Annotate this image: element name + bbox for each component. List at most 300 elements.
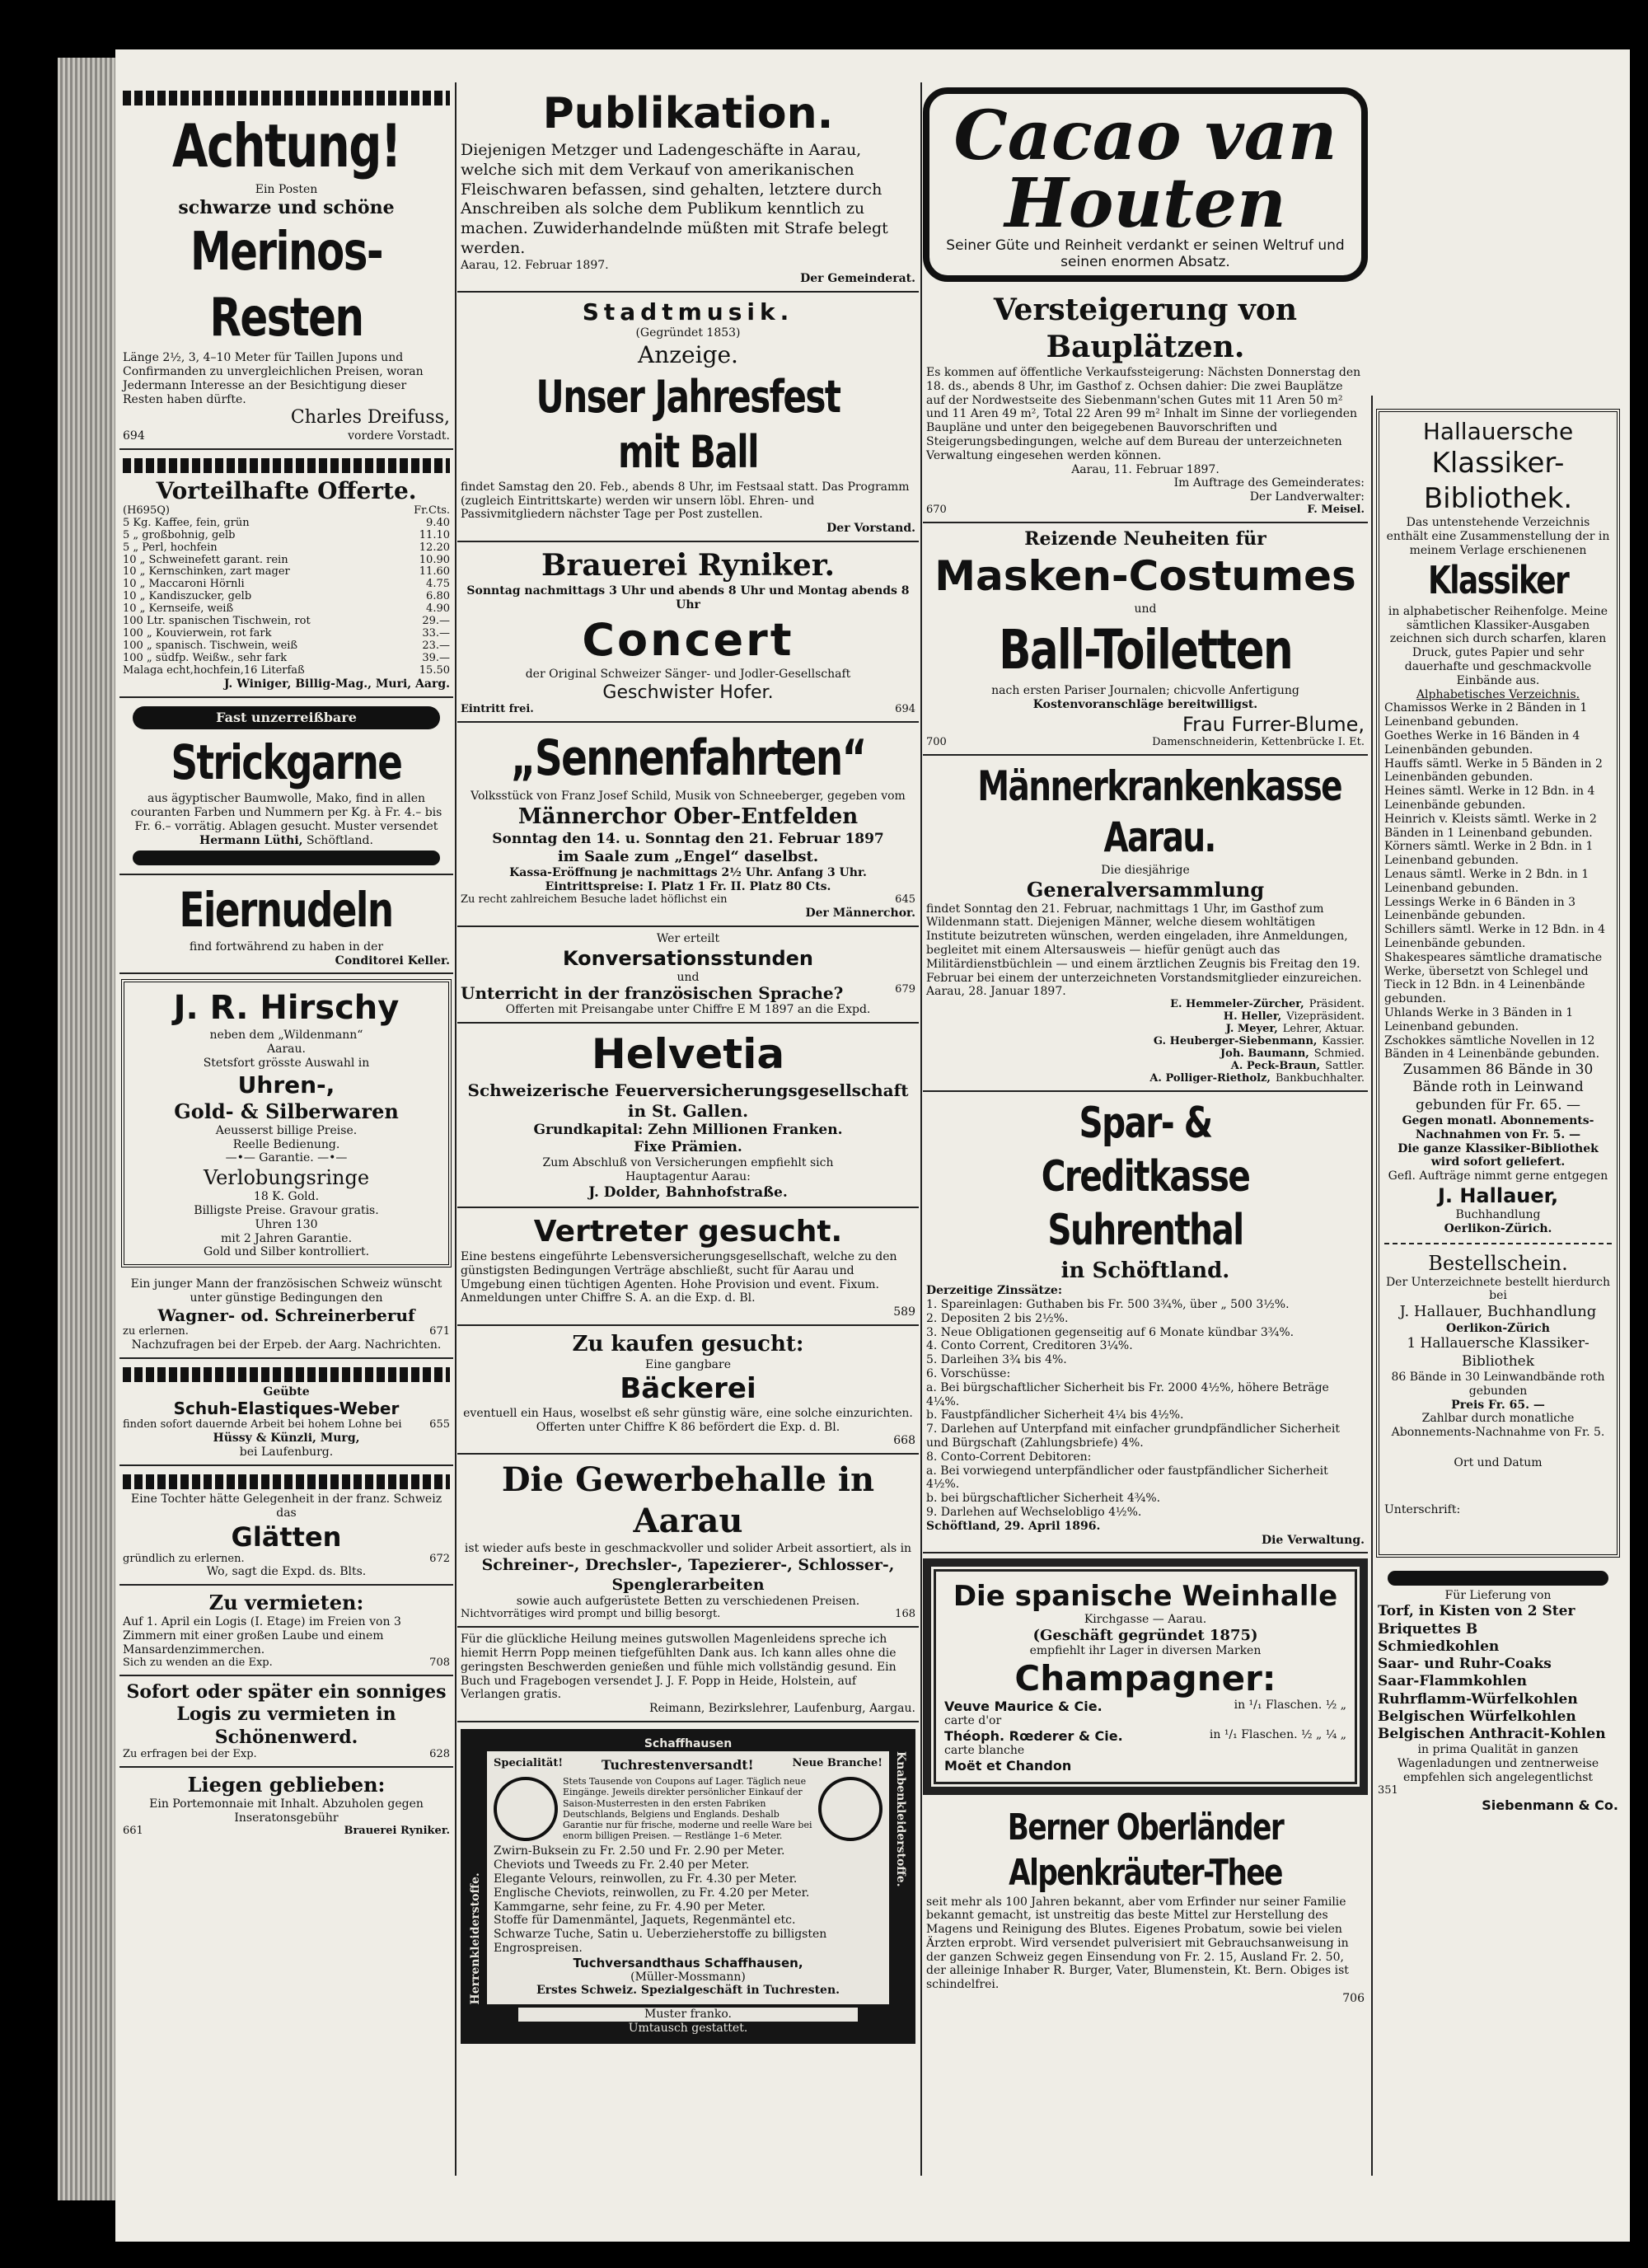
price-row: Elegante Velours, reinwollen, zu Fr. 4.30 per Meter. — [494, 1872, 798, 1886]
ad-number: 351 — [1378, 1783, 1398, 1797]
ad-line: im Saale zum „Engel“ daselbst. — [557, 847, 819, 865]
member-name: Joh. Baumann, — [1220, 1047, 1309, 1060]
fuel-row: Torf, in Kisten von 2 Ster — [1378, 1603, 1575, 1620]
ad-line: Erstes Schweiz. Spezialgeschäft in Tuchresten. — [536, 1984, 840, 1998]
ad-number: 661 — [123, 1824, 143, 1837]
ad-title: Publikation. — [542, 89, 834, 138]
rate-row: 5. Darleihen 3¾ bis 4%. — [926, 1353, 1067, 1367]
ad-line: in Schöftland. — [1060, 1258, 1230, 1283]
wine-row — [944, 1758, 1346, 1774]
ad-title: Liegen geblieben: — [187, 1773, 386, 1797]
price-row — [123, 542, 450, 555]
ad-number: 670 — [926, 503, 947, 516]
member-name: A. Polliger-Rietholz, — [1149, 1071, 1271, 1085]
ad-line: Volksstück von Franz Josef Schild, Musik von Schneeberger, gegeben vom — [471, 790, 906, 804]
ad-line: Uhren-, — [237, 1071, 335, 1099]
ad-brauerei — [457, 542, 919, 723]
member-row — [926, 1011, 1365, 1024]
price-row — [123, 566, 450, 579]
wine-sizes: in ¹/₁ Flaschen. ½ „ — [1234, 1698, 1346, 1712]
ad-text: Das untenstehende Verzeichnis enthält eine Zusammenstellung der in meinem Verlage erschienenen — [1386, 516, 1610, 557]
ad-line: Schaffhausen — [644, 1737, 733, 1750]
ad-inner — [487, 1751, 889, 2004]
ad-text: Stets Tausende von Coupons auf Lager. Täglich neue Eingänge. Jeweils direkter persönlicher Einkauf der Saison-Musterresten in den ersten Fabriken Deutschlands, Belgiens und Englands. Deshalb Garantie nur für frische, moderne und reelle Ware bei enorm billigen Preisen. — Restlänge 1–6 Meter. — [563, 1776, 812, 1842]
ad-signer: Der Vorstand. — [826, 522, 915, 536]
price-row — [123, 616, 450, 628]
price-item: 10 „ Kernseife, weiß — [123, 602, 234, 616]
book-row: Heinrich v. Kleists sämtl. Werke in 2 Bänden in 1 Leinenband gebunden. — [1384, 812, 1597, 840]
ad-line: Stetsfort grösste Auswahl in — [203, 1057, 370, 1071]
decorative-banner — [1388, 1571, 1608, 1586]
ad-hirschy — [121, 979, 452, 1268]
ad-weinhalle — [923, 1558, 1368, 1794]
ad-line: Kostenvoranschläge bereitwilligst. — [1032, 698, 1258, 711]
ad-signer: Die Verwaltung. — [1261, 1533, 1365, 1547]
decorative-stripe — [123, 91, 450, 105]
ad-headline: Concert — [582, 613, 794, 666]
ad-line: Billigste Preise. Gravour gratis. — [194, 1204, 379, 1218]
ad-text: Eine bestens eingeführte Lebensversicherungsgesellschaft, welche zu den günstigsten Bedingungen Verträge abschließt, sucht für Aarau und Umgebung einen tüchtigen Agenten. Hohe Provision und event. Fixum. Anmeldungen unter Chiffre S. A. an die Exp. d. Bl. — [461, 1250, 897, 1305]
column-rule — [920, 82, 922, 2176]
price-item: 100 „ Kouvierwein, rot fark — [123, 627, 272, 640]
ad-line: —•— Garantie. —•— — [225, 1151, 348, 1165]
ad-offerte — [119, 450, 453, 698]
book-row: Hauffs sämtl. Werke in 5 Bänden in 2 Leinenbänden gebunden. — [1384, 757, 1603, 785]
book-row: Zschokkes sämtliche Novellen in 12 Bänden in 4 Leinenbände gebunden. — [1384, 1033, 1600, 1061]
price-value: 23.— — [422, 640, 450, 653]
ad-text: findet Sonntag den 21. Februar, nachmittags 1 Uhr, im Gasthof zum Wildenmann statt. Diejenigen Männer, welche diesem wohltätigen Institute beizutreten wünschen, werden eingeladen, ihre Anmeldungen, begleitet mit einem Altersausweis — hiefür genügt auch das Militärdienstbüchlein — und einem ärztlichen Zeugnis bis Freitag den 19. Februar bei einem der unterzeichneten Vorstandsmitglieder einzureichen. — [926, 902, 1362, 985]
rate-row: b. Faustpfändlicher Sicherheit 4¼ bis 4½%. — [926, 1408, 1184, 1422]
ad-title: Sofort oder später ein sonniges Logis zu vermieten in Schönenwerd. — [126, 1680, 447, 1748]
decorative-stripe — [123, 1474, 450, 1489]
ad-line: Für Lieferung von — [1444, 1589, 1552, 1603]
ad-text: aus ägyptischer Baumwolle, Mako, find in allen couranten Farben und Nummern per Kg. à Fr. 4.– bis Fr. 6.– vorrätig. Ablagen gesucht. Muster versendet — [130, 792, 442, 833]
wine-row — [944, 1728, 1346, 1758]
member-row — [926, 1073, 1365, 1085]
ad-line: gründlich zu erlernen. — [123, 1552, 245, 1565]
ad-line: Specialität! — [494, 1756, 564, 1769]
ad-line: zu erlernen. — [123, 1324, 189, 1338]
ad-text: find fortwährend zu haben in der — [189, 940, 384, 954]
ad-title: Die spanische Weinhalle — [953, 1580, 1338, 1614]
ad-firm: Tuchversandthaus Schaffhausen, — [573, 1955, 803, 1970]
ad-seller: Brauerei Ryniker. — [344, 1824, 450, 1837]
ad-junger-mann — [119, 1272, 453, 1358]
price-item: 10 „ Kernschinken, zart mager — [123, 565, 290, 579]
ad-number: 708 — [429, 1656, 450, 1669]
ad-line: Schreiner-, Drechsler-, Tapezierer-, Schlosser-, Spenglerarbeiten — [481, 1555, 895, 1594]
ad-text: Ein junger Mann der französischen Schweiz wünscht unter günstige Bedingungen den — [130, 1277, 442, 1305]
ad-title: Strickgarne — [171, 733, 402, 790]
ad-line: Wer erteilt — [656, 931, 720, 945]
rate-row: 7. Darlehen auf Unterpfand mit einfacher grundpfändlicher Sicherheit und Bürgschaft (Zahlungsbriefe) 4%. — [926, 1422, 1341, 1450]
ad-line: Alphabetisches Verzeichnis. — [1416, 687, 1580, 701]
column-2 — [457, 82, 919, 2050]
ad-line: Ein Posten — [255, 183, 318, 196]
ad-masken — [923, 523, 1368, 756]
rate-row: a. Bei vorwiegend unterpfändlicher oder faustpfändlicher Sicherheit 4½%. — [926, 1464, 1328, 1492]
ad-liegen — [119, 1768, 453, 1843]
ad-strickgarne — [119, 698, 453, 876]
ad-line: Uhren — [255, 1217, 293, 1231]
ad-publikation — [457, 82, 919, 293]
rate-row: 6. Vorschüsse: — [926, 1366, 1011, 1380]
ad-line: Seiner Güte und Reinheit verdankt er seinen Weltruf und seinen enormen Absatz. — [946, 237, 1345, 270]
ad-hallauer — [1376, 409, 1620, 1558]
price-row: Cheviots und Tweeds zu Fr. 2.40 per Meter. — [494, 1858, 750, 1872]
ad-line: Männerchor Ober-Entfelden — [517, 804, 859, 830]
wine-sub: carte d'or — [944, 1713, 1002, 1727]
ad-line: Sonntag den 14. u. Sonntag den 21. Februar 1897 — [492, 830, 884, 847]
member-role: Kassier. — [1322, 1034, 1365, 1047]
ad-title: Berner Oberländer Alpenkräuter-Thee — [1007, 1806, 1284, 1894]
ad-line: Geschwister Hofer. — [602, 682, 774, 703]
ad-line: Sich zu wenden an die Exp. — [123, 1656, 273, 1669]
member-name: H. Heller, — [1223, 1010, 1282, 1024]
ad-title: Glätten — [231, 1521, 342, 1553]
wine-name: Théoph. Rœderer & Cie. — [944, 1727, 1123, 1744]
member-role: Lehrer, Aktuar. — [1282, 1022, 1365, 1035]
ad-date: Aarau, 28. Januar 1897. — [926, 985, 1066, 999]
ad-logis — [119, 1676, 453, 1768]
ad-text: in prima Qualität in ganzen Wagenladungen und zentnerweise empfehlen sich angelegentlichst — [1397, 1743, 1599, 1784]
ad-line: J. Dolder, Bahnhofstraße. — [588, 1183, 788, 1201]
ad-seller: Conditorei Keller. — [335, 954, 450, 968]
rate-row: 4. Conto Corrent, Creditoren 3¼%. — [926, 1339, 1133, 1353]
ad-vermieten — [119, 1586, 453, 1675]
ad-line: Anzeige. — [638, 340, 738, 368]
ad-title: Männerkrankenkasse Aarau. — [977, 761, 1342, 862]
ad-line: Zusammen 86 Bände in 30 Bände roth in Leinwand gebunden für Fr. 65. — — [1402, 1061, 1594, 1113]
wine-sizes: in ¹/₁ Flaschen. ½ „ ¼ „ — [1209, 1727, 1346, 1741]
price-value: 33.— — [422, 627, 450, 640]
price-value: 11.10 — [419, 528, 450, 541]
ad-title: Zu kaufen gesucht: — [572, 1332, 804, 1357]
ad-title: Vorteilhafte Offerte. — [156, 476, 417, 504]
ad-line: Hallauersche — [1422, 418, 1574, 445]
ad-line: nach ersten Pariser Journalen; chicvolle Anfertigung — [991, 684, 1299, 698]
price-item: 100 „ spanisch. Tischwein, weiß — [123, 640, 298, 653]
page-edge-stack — [58, 58, 124, 2200]
ad-line: (Gegründet 1853) — [635, 326, 741, 340]
ad-versteigerung — [923, 287, 1368, 523]
price-row — [123, 591, 450, 603]
ad-line: 18 K. Gold. — [253, 1190, 320, 1204]
ad-line: Eintritt frei. — [461, 703, 534, 716]
ad-line: mit 2 Jahren Garantie. — [220, 1231, 353, 1245]
ad-line: Offerten mit Preisangabe unter Chiffre E M 1897 an die Expd. — [505, 1003, 871, 1017]
price-item: 10 „ Maccaroni Hörnli — [123, 578, 245, 591]
book-row: Shakespeares sämtliche dramatische Werke, übersetzt von Schlegel und Tieck in 12 Bdn. in 4 Leinenbände gebunden. — [1384, 950, 1603, 1006]
book-row: Körners sämtl. Werke in 2 Bdn. in 1 Leinenband gebunden. — [1384, 840, 1594, 868]
ad-title: Achtung! — [172, 111, 400, 180]
book-row: Uhlands Werke in 3 Bänden in 1 Leinenband gebunden. — [1384, 1006, 1574, 1033]
fuel-row: Ruhrflamm-Würfelkohlen — [1378, 1690, 1578, 1708]
ad-line: Wo, sagt die Expd. ds. Blts. — [206, 1565, 367, 1579]
book-row: Lenaus sämtl. Werke in 2 Bdn. in 1 Leinenband gebunden. — [1384, 868, 1589, 895]
ad-signer: Der Gemeinderat. — [800, 272, 915, 286]
ad-title: Versteigerung von Bauplätzen. — [993, 293, 1298, 364]
price-row — [123, 665, 450, 677]
rate-list — [926, 1298, 1365, 1520]
ad-seller: Frau Furrer-Blume, — [1182, 712, 1365, 736]
decorative-stripe — [123, 458, 450, 473]
ad-title: J. R. Hirschy — [173, 989, 400, 1028]
ad-line: Gefl. Aufträge nimmt gerne entgegen — [1388, 1169, 1608, 1183]
ad-line: Die ganze Klassiker-Bibliothek wird sofort geliefert. — [1398, 1141, 1599, 1169]
book-row: Chamissos Werke in 2 Bänden in 1 Leinenband gebunden. — [1384, 701, 1588, 729]
rate-row: 2. Depositen 2 bis 2½%. — [926, 1311, 1069, 1325]
ad-line: Neue Branche! — [792, 1756, 883, 1769]
price-list — [494, 1844, 883, 1955]
ad-line: Kassa-Eröffnung je nachmittags 2½ Uhr. Anfang 3 Uhr. — [509, 866, 867, 880]
ad-title: Stadtmusik. — [582, 298, 794, 326]
ad-line: Gold- & Silberwaren — [174, 1099, 399, 1123]
member-list — [926, 999, 1365, 1085]
ad-text: eventuell ein Haus, woselbst eß sehr günstig wäre, eine solche einzurichten. Offerten unter Chiffre K 86 befördert die Exp. d. Bl. — [463, 1406, 913, 1434]
ad-line: Sonntag nachmittags 3 Uhr und abends 8 Uhr und Montag abends 8 Uhr — [466, 584, 910, 612]
ad-seller: Hüssy & Künzli, Murg, — [213, 1432, 360, 1446]
ad-line: Kirchgasse — Aarau. — [1084, 1613, 1207, 1627]
ad-line: Grundkapital: Zehn Millionen Franken. — [533, 1121, 843, 1138]
ad-address: Damenschneiderin, Kettenbrücke I. Et. — [1152, 735, 1365, 748]
member-row — [926, 1024, 1365, 1036]
ad-title: Brauerei Ryniker. — [541, 548, 835, 583]
wine-left — [944, 1728, 1123, 1758]
ad-number: 700 — [926, 735, 947, 748]
wine-sub: carte blanche — [944, 1743, 1025, 1757]
seal-icon — [818, 1777, 883, 1841]
ad-line: Nichtvorrätiges wird prompt und billig besorgt. — [461, 1608, 721, 1621]
price-value: 29.— — [422, 615, 450, 628]
price-value: 11.60 — [419, 565, 450, 579]
ad-schuh — [119, 1359, 453, 1466]
ad-seller: Siebenmann & Co. — [1482, 1797, 1618, 1813]
book-row: Goethes Werke in 16 Bänden in 4 Leinenbänden gebunden. — [1384, 729, 1580, 757]
ad-line: Gold und Silber kontrolliert. — [203, 1245, 370, 1259]
ad-line: Klassiker- — [1431, 447, 1565, 480]
price-row: Kammgarne, sehr feine, zu Fr. 4.90 per Meter. — [494, 1900, 766, 1914]
ad-number: 694 — [123, 429, 145, 443]
ad-line: empfiehlt ihr Lager in diversen Marken — [1029, 1644, 1262, 1658]
ad-siebenmann — [1374, 1563, 1622, 1818]
ad-line: Zahlbar durch monatliche Abonnements-Nachnahme von Fr. 5. — [1391, 1412, 1605, 1440]
ad-line: 1 Hallauersche Klassiker-Bibliothek — [1407, 1335, 1589, 1370]
member-role: Bankbuchhalter. — [1275, 1071, 1365, 1085]
ad-line: Aarau. — [267, 1043, 306, 1057]
column-4 — [1374, 404, 1622, 1819]
ad-line: J. Hallauer, Buchhandlung — [1399, 1303, 1597, 1321]
ad-line: Fixe Prämien. — [634, 1138, 742, 1155]
ad-line: Hauptagentur Aarau: — [625, 1169, 751, 1183]
wine-name: Veuve Maurice & Cie. — [944, 1698, 1103, 1714]
price-row — [123, 518, 450, 530]
ad-text: findet Samstag den 20. Feb., abends 8 Uhr, im Festsaal statt. Das Programm (zugleich Eintrittskarte) werden wir unsern löbl. Ehren- und Passivmitgliedern nächster Tage per Post zustellen. — [461, 480, 910, 522]
ad-konversation — [457, 927, 919, 1024]
price-item: 100 Ltr. spanischen Tischwein, rot — [123, 615, 311, 628]
ad-line: (Geschäft gegründet 1875) — [1032, 1627, 1258, 1645]
ad-product: Bäckerei — [620, 1372, 756, 1406]
wine-list — [944, 1699, 1346, 1774]
ad-number: 628 — [429, 1748, 450, 1761]
fuel-list — [1378, 1603, 1618, 1743]
ad-sennenfahrten — [457, 723, 919, 926]
ad-line: Unterricht in der französischen Sprache? — [461, 983, 844, 1004]
ad-title: Wagner- od. Schreinerberuf — [157, 1305, 415, 1325]
ad-title: Helvetia — [591, 1030, 785, 1079]
ad-title: Konversationsstunden — [562, 946, 814, 970]
ad-line: Bibliothek. — [1423, 481, 1573, 515]
book-row: Heines sämtl. Werke in 12 Bdn. in 4 Leinenbände gebunden. — [1384, 785, 1595, 813]
ad-date: Aarau, 12. Februar 1897. — [461, 258, 609, 272]
column-rule — [455, 82, 456, 2176]
ad-line: sowie auch aufgerüstete Betten zu verschiedenen Preisen. — [516, 1595, 860, 1609]
ad-text: Diejenigen Metzger und Ladengeschäfte in Aarau, welche sich mit dem Verkauf von amerikanischen Fleischwaren befassen, sind gehalten, letztere durch Anschreiben als solche dem Publikum kenntlich zu machen. Zuwiderhandelnde müßten mit Strafe belegt werden. — [461, 141, 888, 257]
ad-line: Gegen monatl. Abonnements-Nachnahmen von Fr. 5. — — [1402, 1113, 1594, 1141]
ad-line: Zum Abschluß von Versicherungen empfiehlt sich — [542, 1156, 834, 1170]
price-row — [123, 530, 450, 542]
decorative-stripe — [123, 1367, 450, 1382]
ad-vertreter — [457, 1208, 919, 1326]
price-row: Schwarze Tuche, Satin u. Ueberzieherstoffe zu billigsten Engrospreisen. — [494, 1928, 827, 1955]
ad-line: und — [677, 970, 700, 984]
ad-line: Der Landverwalter: — [1249, 490, 1365, 504]
price-value: 4.75 — [426, 578, 450, 591]
ad-text: seit mehr als 100 Jahren bekannt, aber vom Erfinder nur seiner Familie bekannt gemacht, ist unstreitig das beste Mittel zur Herstellung des Magens und Reinigung des Blutes. Eigenes Probatum, sowie bei vielen Ärzten erprobt. Wird versendet pulverisiert mit Gebrauchsanweisung in der ganzen Schweiz gegen Einsendung von Fr. 2. 15, Ausland Fr. 2. 50, der alleinige Inhaber R. Burger, Vater, Blumenstein, Kt. Bern. Obiges ist schindelfrei. — [926, 1895, 1349, 1992]
ad-line: Umtausch gestattet. — [628, 2022, 748, 2036]
ad-line: ist wieder aufs beste in geschmackvoller und solider Arbeit assortiert, als in — [464, 1542, 912, 1556]
ad-line: Schweizerische Feuerversicherungsgesellschaft in St. Gallen. — [467, 1080, 909, 1121]
fuel-row: Briquettes B — [1378, 1620, 1478, 1638]
ad-line: Eine gangbare — [644, 1357, 732, 1371]
ad-place: bei Laufenburg. — [239, 1446, 334, 1460]
ad-text: Ein Portemonnaie mit Inhalt. Abzuholen gegen Inseratonsgebühr — [149, 1797, 424, 1825]
ad-kaufen — [457, 1326, 919, 1455]
ad-helvetia — [457, 1024, 919, 1208]
ad-signer: F. Meisel. — [1307, 503, 1365, 516]
rate-row: 8. Conto-Corrent Debitoren: — [926, 1450, 1092, 1464]
ad-number: 645 — [895, 893, 915, 907]
fuel-row: Saar-Flammkohlen — [1378, 1673, 1527, 1690]
wine-name: Moët et Chandon — [944, 1757, 1072, 1774]
member-row — [926, 1061, 1365, 1073]
ad-line: schwarze und schöne — [178, 196, 395, 218]
ad-number: 679 — [895, 983, 915, 996]
ad-line: Derzeitige Zinssätze: — [926, 1284, 1062, 1298]
ad-title: Tuchrestenversandt! — [601, 1756, 754, 1773]
seal-icon — [494, 1777, 558, 1841]
ad-title: Vertreter gesucht. — [533, 1215, 843, 1249]
price-value: 10.90 — [419, 553, 450, 566]
book-row: Lessings Werke in 6 Bänden in 3 Leinenbände gebunden. — [1384, 895, 1576, 923]
price-item: 5 „ Perl, hochfein — [123, 541, 218, 554]
ad-line: der Original Schweizer Sänger- und Jodler-Gesellschaft — [525, 668, 851, 682]
ad-number: 706 — [1342, 1992, 1365, 2006]
ad-seller: Hermann Lüthi, — [199, 833, 303, 847]
ad-title: Spar- & Creditkasse Suhrenthal — [1041, 1098, 1250, 1255]
ad-alpenkraeuter — [923, 1800, 1368, 2011]
ad-line: 86 Bände in 30 Leinwandbände roth gebunden — [1391, 1370, 1605, 1398]
wine-row — [944, 1699, 1346, 1728]
ad-title: Schuh-Elastiques-Weber — [173, 1399, 400, 1419]
price-row: Stoffe für Damenmäntel, Jaquets, Regenmäntel etc. — [494, 1914, 796, 1928]
price-row: Englische Cheviots, reinwollen, zu Fr. 4.20 per Meter. — [494, 1886, 810, 1900]
ad-date: Aarau, 11. Februar 1897. — [1071, 462, 1220, 476]
ad-number: 671 — [429, 1324, 450, 1338]
rate-row: 3. Neue Obligationen gegenseitig auf 6 Monate kündbar 3¾%. — [926, 1325, 1295, 1339]
ad-line: Im Auftrage des Gemeinderates: — [1173, 476, 1365, 490]
side-label: Knabenkleiderstoffe. — [894, 1750, 907, 1887]
price-value: 9.40 — [426, 516, 450, 529]
ad-achtung — [119, 82, 453, 450]
ad-title: Bestellschein. — [1428, 1251, 1568, 1275]
ad-date: Schöftland, 29. April 1896. — [926, 1519, 1101, 1533]
ad-text: Eine Tochter hätte Gelegenheit in der franz. Schweiz das — [130, 1492, 442, 1520]
ad-line: Buchhandlung — [1455, 1207, 1541, 1221]
book-list — [1384, 701, 1612, 1061]
price-row — [123, 603, 450, 616]
side-label: Herrenkleiderstoffe. — [469, 1872, 482, 2005]
ad-title: Cacao van Houten — [953, 96, 1337, 243]
ad-line: Aeusserst billige Preise. — [215, 1123, 358, 1137]
ad-address: vordere Vorstadt. — [348, 429, 450, 443]
price-value: 6.80 — [426, 590, 450, 603]
fuel-row: Schmiedkohlen — [1378, 1638, 1500, 1655]
ad-line: neben dem „Wildenmann“ — [209, 1029, 363, 1043]
price-item: 5 Kg. Kaffee, fein, grün — [123, 516, 250, 529]
ad-line: Zu recht zahlreichem Besuche ladet höflichst ein — [461, 893, 728, 907]
ad-toechter — [119, 1466, 453, 1586]
price-item: 100 „ südfp. Weißw., sehr fark — [123, 652, 288, 665]
ad-title: Eiernudeln — [179, 882, 394, 939]
ad-line: Reizende Neuheiten für — [1024, 527, 1266, 550]
ad-title: Masken-Costumes — [934, 552, 1356, 601]
ad-banner: Fast unzerreißbare — [133, 706, 440, 729]
ad-line: (Müller-Mossmann) — [630, 1970, 746, 1984]
ad-text: in alphabetischer Reihenfolge. Meine sämtlichen Klassiker-Ausgaben zeichnen sich durch scharfen, klaren Druck, gutes Papier und sehr dauerhafte und geschmackvolle Einbände aus. — [1388, 604, 1608, 687]
price-value: 4.90 — [426, 602, 450, 616]
price-row — [123, 640, 450, 653]
price-row — [123, 579, 450, 591]
ad-title: Die Gewerbehalle in Aarau — [501, 1460, 875, 1541]
member-name: G. Heuberger-Siebenmann, — [1153, 1034, 1318, 1047]
member-role: Sattler. — [1325, 1059, 1365, 1072]
form-field-unterschrift[interactable]: Unterschrift: — [1384, 1502, 1461, 1516]
price-row: Zwirn-Buksein zu Fr. 2.50 und Fr. 2.90 per Meter. — [494, 1844, 785, 1858]
ad-number: 589 — [893, 1305, 915, 1319]
ad-seller: J. Hallauer, — [1437, 1183, 1559, 1207]
ad-eiernudeln — [119, 875, 453, 974]
price-item: Malaga echt,hochfein,16 Literfaß — [123, 663, 305, 677]
ad-title: Zu vermieten: — [208, 1591, 364, 1615]
rate-row: a. Bei bürgschaftlicher Sicherheit bis Fr. 2000 4½%, höhere Beträge 4¼%. — [926, 1380, 1329, 1408]
ad-number: 655 — [429, 1418, 450, 1432]
ad-title: „Sennenfahrten“ — [510, 729, 866, 788]
wine-left — [944, 1699, 1103, 1728]
ad-line: Muster franko. — [518, 2008, 858, 2022]
rate-row: 1. Spareinlagen: Guthaben bis Fr. 500 3¾%, über „ 500 3½%. — [926, 1297, 1290, 1311]
ad-line: Zu erfragen bei der Exp. — [123, 1748, 257, 1761]
wine-left — [944, 1758, 1071, 1774]
form-field-ort-datum[interactable]: Ort und Datum — [1454, 1455, 1543, 1469]
ad-number: 672 — [429, 1552, 450, 1565]
ad-line: Die diesjährige — [1101, 863, 1190, 877]
book-row: Schillers sämtl. Werke in 12 Bdn. in 4 Leinenbände gebunden. — [1384, 923, 1605, 951]
member-row — [926, 1036, 1365, 1048]
ad-text: Für die glückliche Heilung meines gutswollen Magenleidens spreche ich hiemit Herrn Popp meinen tiefgefühlten Dank aus. Ich kann alles ohne die geringsten Beschwerden genießen und fühle mich vollständig gesund. Ein Buch und Fragebogen versendet J. J. F. Popp in Heide, Holstein, auf Verlangen gratis. — [461, 1633, 897, 1702]
ad-code: (H695Q) — [123, 504, 170, 517]
ad-seller: Charles Dreifuss, — [290, 407, 450, 429]
